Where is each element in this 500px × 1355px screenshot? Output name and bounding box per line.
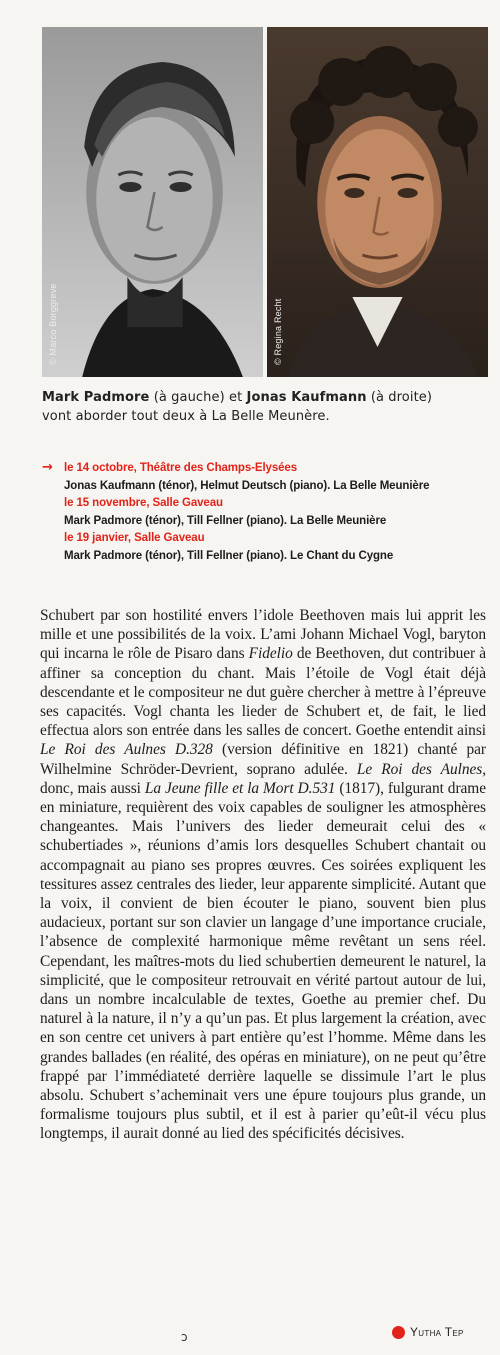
red-dot-icon: [392, 1326, 405, 1339]
concert-item: [42, 530, 492, 565]
photo-caption: [42, 388, 492, 426]
caption-name: Mark Padmore: [42, 390, 150, 405]
article-text: (version définitive en 1821) chanté par Wilhelmine Schröder-Devrient, soprano adulée.: [40, 741, 486, 778]
article-text: (1817), fulgurant drame en miniature, requièrent des voix capables de souligner les atmosphères changeantes. Mais l’univers des lieder demeurait celui des « schubertiades », réunions d’amis lors desquelles Schubert chantait ou accompagnait au piano ses propres œuvres. Ces soirées expliquent les tessitures assez centrales des lieder, leur apparente simplicité. Autant que la voix, il convient de bien écouter le piano, souvent bien plus audacieux, portant sur son clavier un langage d’une importance cruciale, l’absence de complexité harmonique même revêtant un sens réel. Cependant, les maîtres-mots du lied schubertien demeurent le naturel, la simplicité, que le compositeur retrouvait en vérité partout autour de lui, dans un nombre incalculable de textes, Goethe au premier chef. Du naturel à la nature, il n’y a qu’un pas. Et plus largement la création, avec en son centre cet univers à part entière qu’est l’homme. Même dans les grandes ballades (en réalité, des opéras en miniature), on ne peut qu’être frappé par l’immédiateté derrière laquelle se dissimule l’art le plus absolu. Schubert s’acheminait vers une épure toujours plus grande, un formalisme toujours plus subtil, et il est à parier qu’eût-il vécu plus longtemps, il aurait donné au lied des spécificités décisives.: [40, 779, 486, 1143]
work-title: Le Roi des Aulnes: [356, 760, 483, 778]
ink-mark: ɔ: [181, 1330, 188, 1344]
concert-item: [42, 495, 492, 530]
concert-date: le 14 octobre, Théâtre des Champs-Elysées: [64, 462, 298, 474]
photo-jonas-kaufmann: [267, 27, 488, 377]
work-title: La Jeune fille et la Mort D.531: [144, 779, 336, 797]
concert-date: le 19 janvier, Salle Gaveau: [64, 532, 205, 544]
portrait-bw-illustration: [42, 27, 263, 377]
portrait-color-illustration: [267, 27, 488, 377]
author-signature: [392, 1325, 464, 1339]
concert-item: [42, 460, 492, 495]
photo-mark-padmore: [42, 27, 263, 377]
caption-text: vont aborder tout deux à La Belle Meunère.: [42, 409, 330, 424]
concert-listing: [42, 460, 492, 565]
arrow-right-icon: →: [42, 460, 53, 475]
author-name: Yutha Tep: [410, 1325, 464, 1339]
concert-performers: Mark Padmore (ténor), Till Fellner (piano). La Belle Meunière: [64, 514, 387, 527]
article-text: , donc, mais aussi: [40, 760, 486, 797]
concert-performers: Jonas Kaufmann (ténor), Helmut Deutsch (piano). La Belle Meunière: [64, 479, 430, 492]
photo-strip: [42, 27, 488, 377]
article-text: de Beethoven, dut contribuer à affiner sa conception du chant. Mais l’étoile de Vogl était déjà descendante et le compositeur ne dut guère chercher à mettre à l’épreuve ses capacités. Vogl chanta les lieder de Schubert et, de fait, le lied effectua alors son entrée dans les salles de concert. Goethe entendit ainsi: [40, 645, 487, 740]
concert-performers: Mark Padmore (ténor), Till Fellner (piano). Le Chant du Cygne: [64, 549, 394, 562]
concert-date: le 15 novembre, Salle Gaveau: [64, 497, 223, 509]
work-title: Le Roi des Aulnes D.328: [40, 741, 213, 759]
work-title: Fidelio: [248, 645, 293, 663]
caption-text: (à gauche) et: [149, 390, 247, 405]
article-text: Schubert par son hostilité envers l’idole Beethoven mais lui apprit les mille et une possibilités de la voix. L’ami Johann Michael Vogl, baryton qui incarna le rôle de Pisaro dans: [40, 607, 486, 663]
caption-name: Jonas Kaufmann: [246, 390, 367, 405]
photo-credit: © Marco Borggreve: [48, 283, 58, 365]
article-body: [40, 606, 486, 1144]
photo-credit: © Regina Recht: [273, 298, 283, 365]
caption-text: (à droite): [366, 390, 433, 405]
